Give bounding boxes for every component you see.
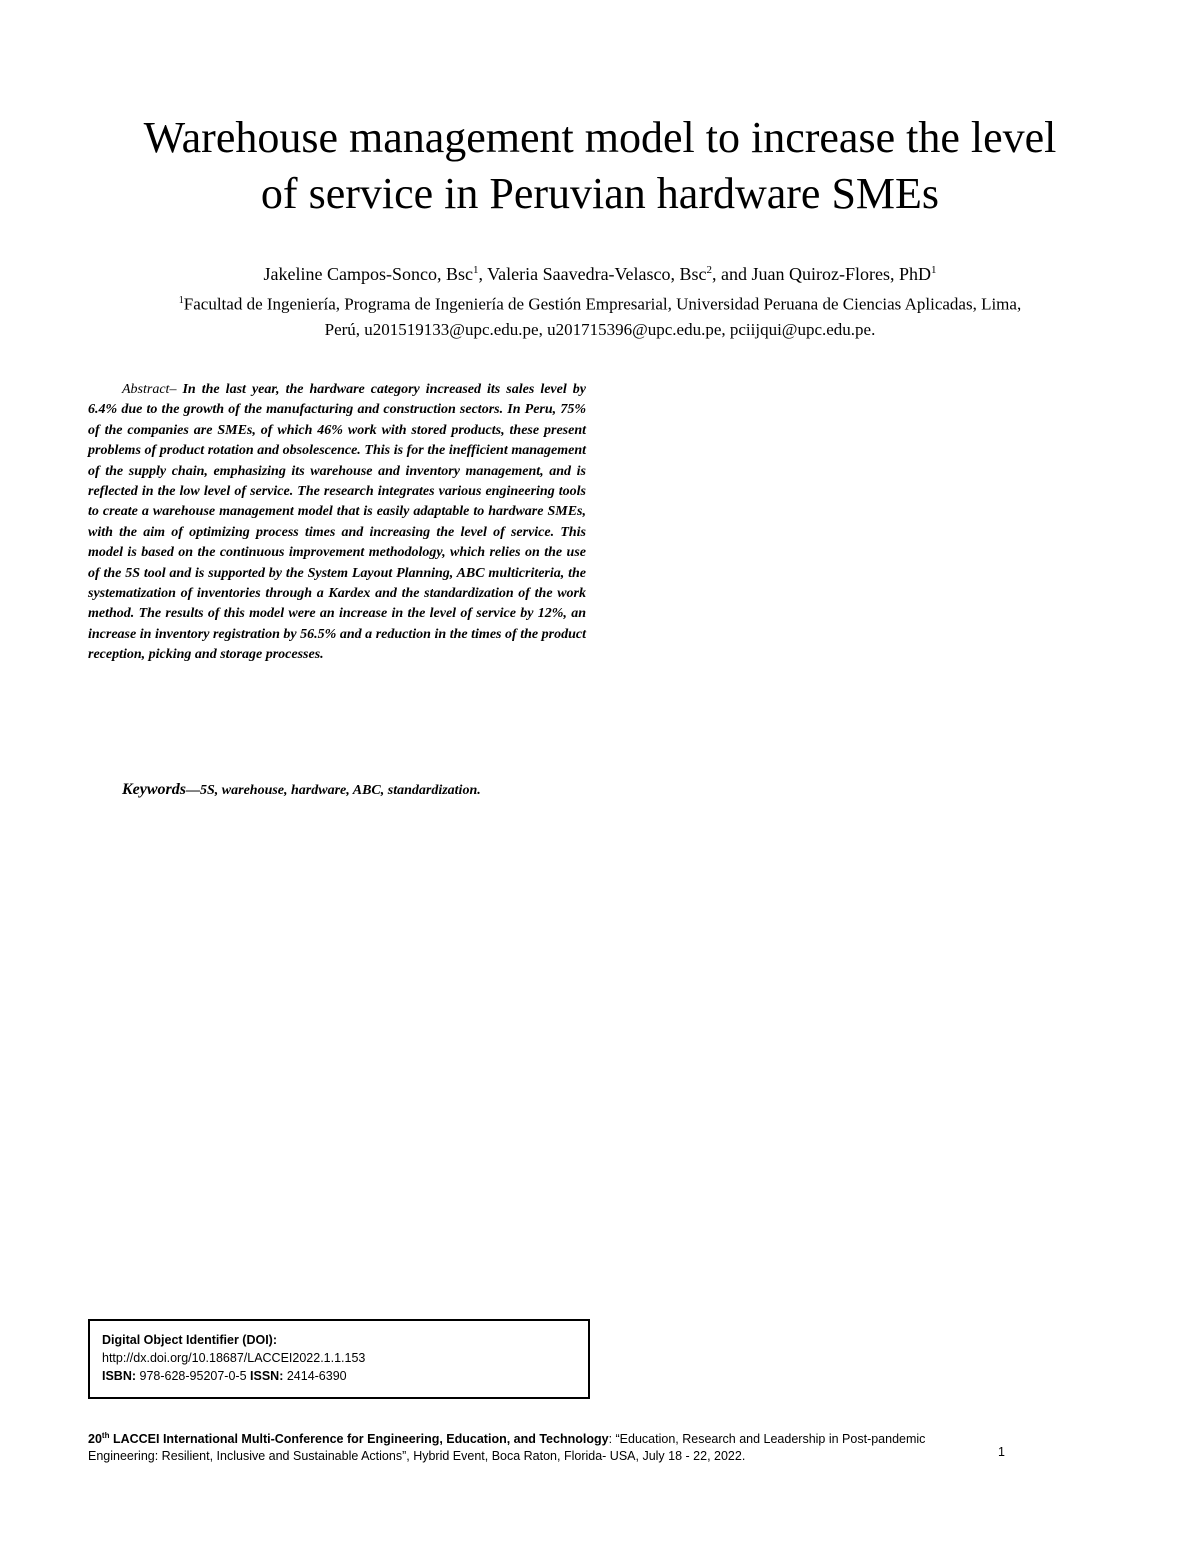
footer-edition: 20 <box>88 1432 102 1447</box>
isbn-label: ISBN: <box>102 1369 137 1383</box>
page-footer <box>88 1427 1088 1465</box>
isbn-value: 978-628-95207-0-5 <box>136 1369 251 1383</box>
affiliation-line-1 <box>70 288 1130 317</box>
footer-conference: LACCEI International Multi-Conference for Engineering, Education, and Technology <box>109 1432 609 1447</box>
page-number: 1 <box>998 1445 1005 1459</box>
keywords-text: —5S, warehouse, hardware, ABC, standardization. <box>186 783 481 798</box>
author-1-affil: 1 <box>472 264 479 276</box>
abstract-label: Abstract– <box>122 382 177 397</box>
issn-label: ISSN: <box>250 1369 284 1383</box>
footer-line-1 <box>88 1427 1088 1448</box>
title-line-2: of service in Peruvian hardware SMEs <box>260 169 940 218</box>
affiliation-marker: 1 <box>178 295 184 306</box>
abstract <box>88 380 586 666</box>
isbn-issn-line <box>102 1367 588 1385</box>
author-list <box>60 258 1140 286</box>
affiliation-text: Facultad de Ingeniería, Programa de Ingeniería de Gestión Empresarial, Universidad Peruana de Ciencias Aplicadas, Lima, <box>183 294 1022 314</box>
abstract-text: In the last year, the hardware category increased its sales level by 6.4% due to the growth of the manufacturing and construction sectors. In Peru, 75% of the companies are SMEs, of which 46% work with stored products, these present problems of product rotation and obsolescence. This is for the inefficient management of the supply chain, emphasizing its warehouse and inventory management, and is reflected in the low level of service. The research integrates various engineering tools to create a warehouse management model that is easily adaptable to hardware SMEs, with the aim of optimizing process times and increasing the level of service. This model is based on the continuous improvement methodology, which relies on the use of the 5S tool and is supported by the System Layout Planning, ABC multicriteria, the systematization of inventories through a Kardex and the standardization of the work method. The results of this model were an increase in the level of service by 12%, an increase in inventory registration by 56.5% and a reduction in the times of the product reception, picking and storage processes. <box>88 382 586 663</box>
keywords <box>88 780 586 801</box>
doi-box <box>88 1319 590 1399</box>
author-2-affil: 2 <box>706 264 713 276</box>
author-3-affil: 1 <box>931 264 937 276</box>
footer-line-2: Engineering: Resilient, Inclusive and Sustainable Actions”, Hybrid Event, Boca Raton, Florida- USA, July 18 - 22, 2022. <box>88 1449 746 1464</box>
footer-theme-1: : “Education, Research and Leadership in Post-pandemic <box>608 1432 926 1447</box>
issn-value: 2414-6390 <box>283 1369 347 1383</box>
author-2: , Valeria Saavedra-Velasco, Bsc <box>478 264 707 284</box>
doi-url[interactable]: http://dx.doi.org/10.18687/LACCEI2022.1.1.153 <box>102 1351 366 1365</box>
affiliation <box>70 288 1130 342</box>
footer-edition-sup: th <box>101 1431 110 1440</box>
keywords-label: Keywords <box>122 781 186 798</box>
author-1: Jakeline Campos-Sonco, Bsc <box>263 264 473 284</box>
doi-label: Digital Object Identifier (DOI): <box>102 1333 278 1347</box>
title-line-1: Warehouse management model to increase the level <box>143 113 1057 162</box>
paper-title <box>60 110 1140 222</box>
affiliation-line-2: Perú, u201519133@upc.edu.pe, u201715396@upc.edu.pe, pciijqui@upc.edu.pe. <box>324 319 876 339</box>
author-3: , and Juan Quiroz-Flores, PhD <box>712 264 932 284</box>
